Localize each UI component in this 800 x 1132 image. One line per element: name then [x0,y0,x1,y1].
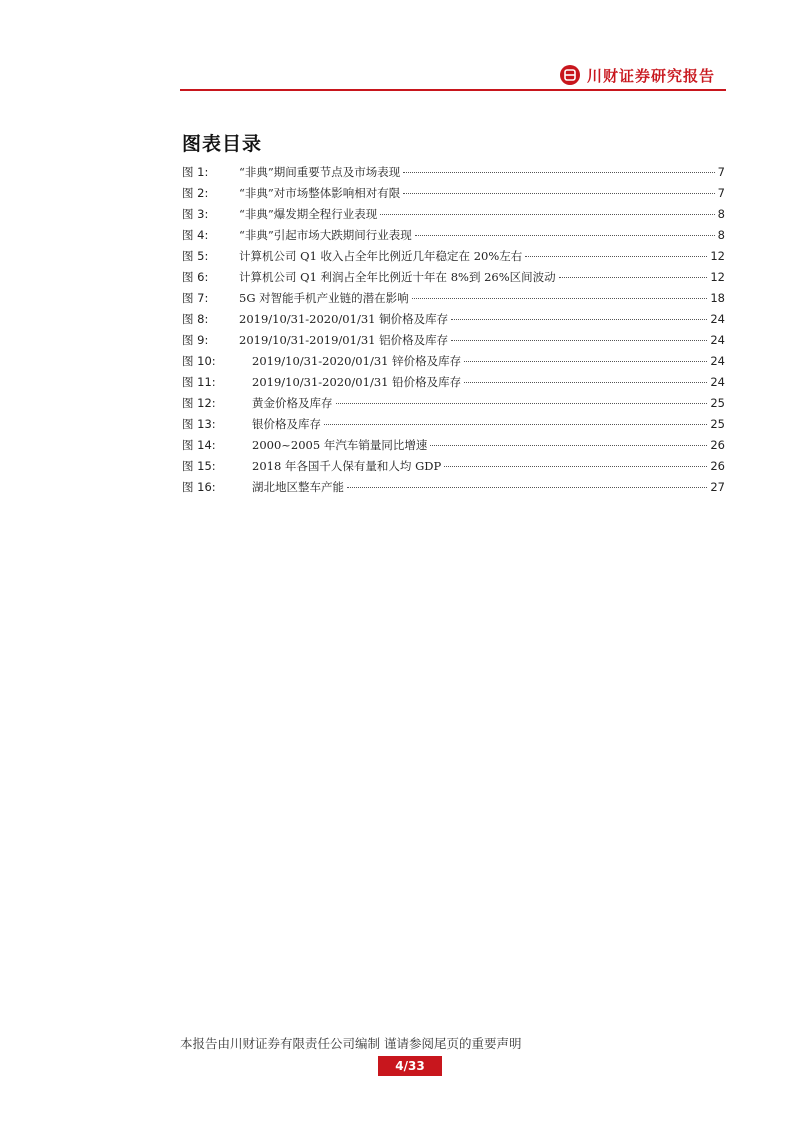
report-header [560,62,730,88]
toc-entry-label: 图 3: [182,207,209,221]
toc-entry-label: 图 6: [182,270,209,284]
toc-entry-label: 图 16: [182,480,216,494]
toc-entry[interactable] [182,267,725,288]
toc-entry[interactable] [182,225,725,246]
toc-entry-text[interactable]: 2019/10/31-2020/01/31 铅价格及库存 [252,375,462,389]
toc-entry-text[interactable]: “非典”引起市场大跌期间行业表现 [239,228,412,242]
toc-dot-leader [415,225,715,236]
toc-entry-page[interactable]: 8 [717,228,725,242]
toc-entry-label: 图 5: [182,249,209,263]
toc-entry-text[interactable]: 2000~2005 年汽车销量同比增速 [252,438,428,452]
toc-entry[interactable] [182,162,725,183]
toc-dot-leader [336,393,708,404]
toc-entry-label: 图 9: [182,333,209,347]
toc-entry[interactable] [182,477,725,498]
toc-entry[interactable] [182,309,725,330]
toc-entry-text[interactable]: 湖北地区整车产能 [252,480,344,494]
toc-entry-label: 图 15: [182,459,216,473]
toc-dot-leader [464,372,707,383]
toc-dot-leader [451,330,707,341]
toc-entry-label: 图 12: [182,396,216,410]
toc-entry-page[interactable]: 27 [710,480,725,494]
toc-entry-page[interactable]: 12 [710,249,725,263]
toc-dot-leader [324,414,707,425]
toc-list [182,162,725,498]
toc-entry-page[interactable]: 25 [710,396,725,410]
toc-entry-label: 图 1: [182,165,209,179]
toc-entry-page[interactable]: 24 [710,312,725,326]
toc-entry-page[interactable]: 24 [710,354,725,368]
toc-entry[interactable] [182,393,725,414]
toc-entry-page[interactable]: 18 [710,291,725,305]
toc-dot-leader [403,162,714,173]
toc-entry-page[interactable]: 8 [717,207,725,221]
toc-entry-page[interactable]: 12 [710,270,725,284]
toc-entry-label: 图 13: [182,417,216,431]
toc-entry-label: 图 14: [182,438,216,452]
toc-dot-leader [525,246,707,257]
toc-title: 图表目录 [182,133,263,155]
toc-entry[interactable] [182,330,725,351]
toc-entry-text[interactable]: “非典”爆发期全程行业表现 [239,207,378,221]
brand-name: 川财证券研究报告 [587,66,716,85]
toc-entry[interactable] [182,246,725,267]
toc-entry-page[interactable]: 26 [710,438,725,452]
toc-entry-text[interactable]: 计算机公司 Q1 收入占全年比例近几年稳定在 20%左右 [239,249,523,263]
toc-entry[interactable] [182,183,725,204]
toc-dot-leader [464,351,707,362]
toc-dot-leader [559,267,708,278]
toc-entry-text[interactable]: 2018 年各国千人保有量和人均 GDP [252,459,442,473]
toc-entry-text[interactable]: “非典”对市场整体影响相对有限 [239,186,401,200]
toc-entry-text[interactable]: 银价格及库存 [252,417,321,431]
footer-disclaimer: 本报告由川财证券有限责任公司编制 谨请参阅尾页的重要声明 [180,1036,522,1051]
toc-entry-label: 图 10: [182,354,216,368]
toc-dot-leader [430,435,707,446]
toc-entry[interactable] [182,435,725,456]
toc-entry-label: 图 11: [182,375,216,389]
toc-entry-label: 图 2: [182,186,209,200]
toc-dot-leader [380,204,714,215]
toc-entry[interactable] [182,288,725,309]
page-number-badge: 4/33 [378,1056,442,1076]
toc-entry-text[interactable]: 黄金价格及库存 [252,396,333,410]
toc-entry[interactable] [182,204,725,225]
toc-entry[interactable] [182,414,725,435]
toc-entry-text[interactable]: “非典”期间重要节点及市场表现 [239,165,401,179]
toc-dot-leader [444,456,707,467]
toc-entry-page[interactable]: 7 [717,165,725,179]
brand-logo-icon [560,65,580,85]
toc-entry[interactable] [182,456,725,477]
toc-entry-label: 图 4: [182,228,209,242]
toc-dot-leader [403,183,714,194]
toc-entry-page[interactable]: 24 [710,333,725,347]
toc-entry-page[interactable]: 24 [710,375,725,389]
toc-entry-page[interactable]: 7 [717,186,725,200]
toc-dot-leader [451,309,707,320]
toc-entry-text[interactable]: 2019/10/31-2020/01/31 铜价格及库存 [239,312,449,326]
toc-entry-label: 图 7: [182,291,209,305]
toc-entry-text[interactable]: 2019/10/31-2020/01/31 锌价格及库存 [252,354,462,368]
toc-entry-text[interactable]: 2019/10/31-2019/01/31 铝价格及库存 [239,333,449,347]
toc-entry[interactable] [182,372,725,393]
toc-entry[interactable] [182,351,725,372]
toc-entry-label: 图 8: [182,312,209,326]
toc-dot-leader [347,477,707,488]
header-divider [180,89,726,91]
toc-dot-leader [412,288,708,299]
toc-entry-page[interactable]: 25 [710,417,725,431]
toc-entry-text[interactable]: 5G 对智能手机产业链的潜在影响 [239,291,409,305]
toc-entry-page[interactable]: 26 [710,459,725,473]
toc-entry-text[interactable]: 计算机公司 Q1 利润占全年比例近十年在 8%到 26%区间波动 [239,270,556,284]
